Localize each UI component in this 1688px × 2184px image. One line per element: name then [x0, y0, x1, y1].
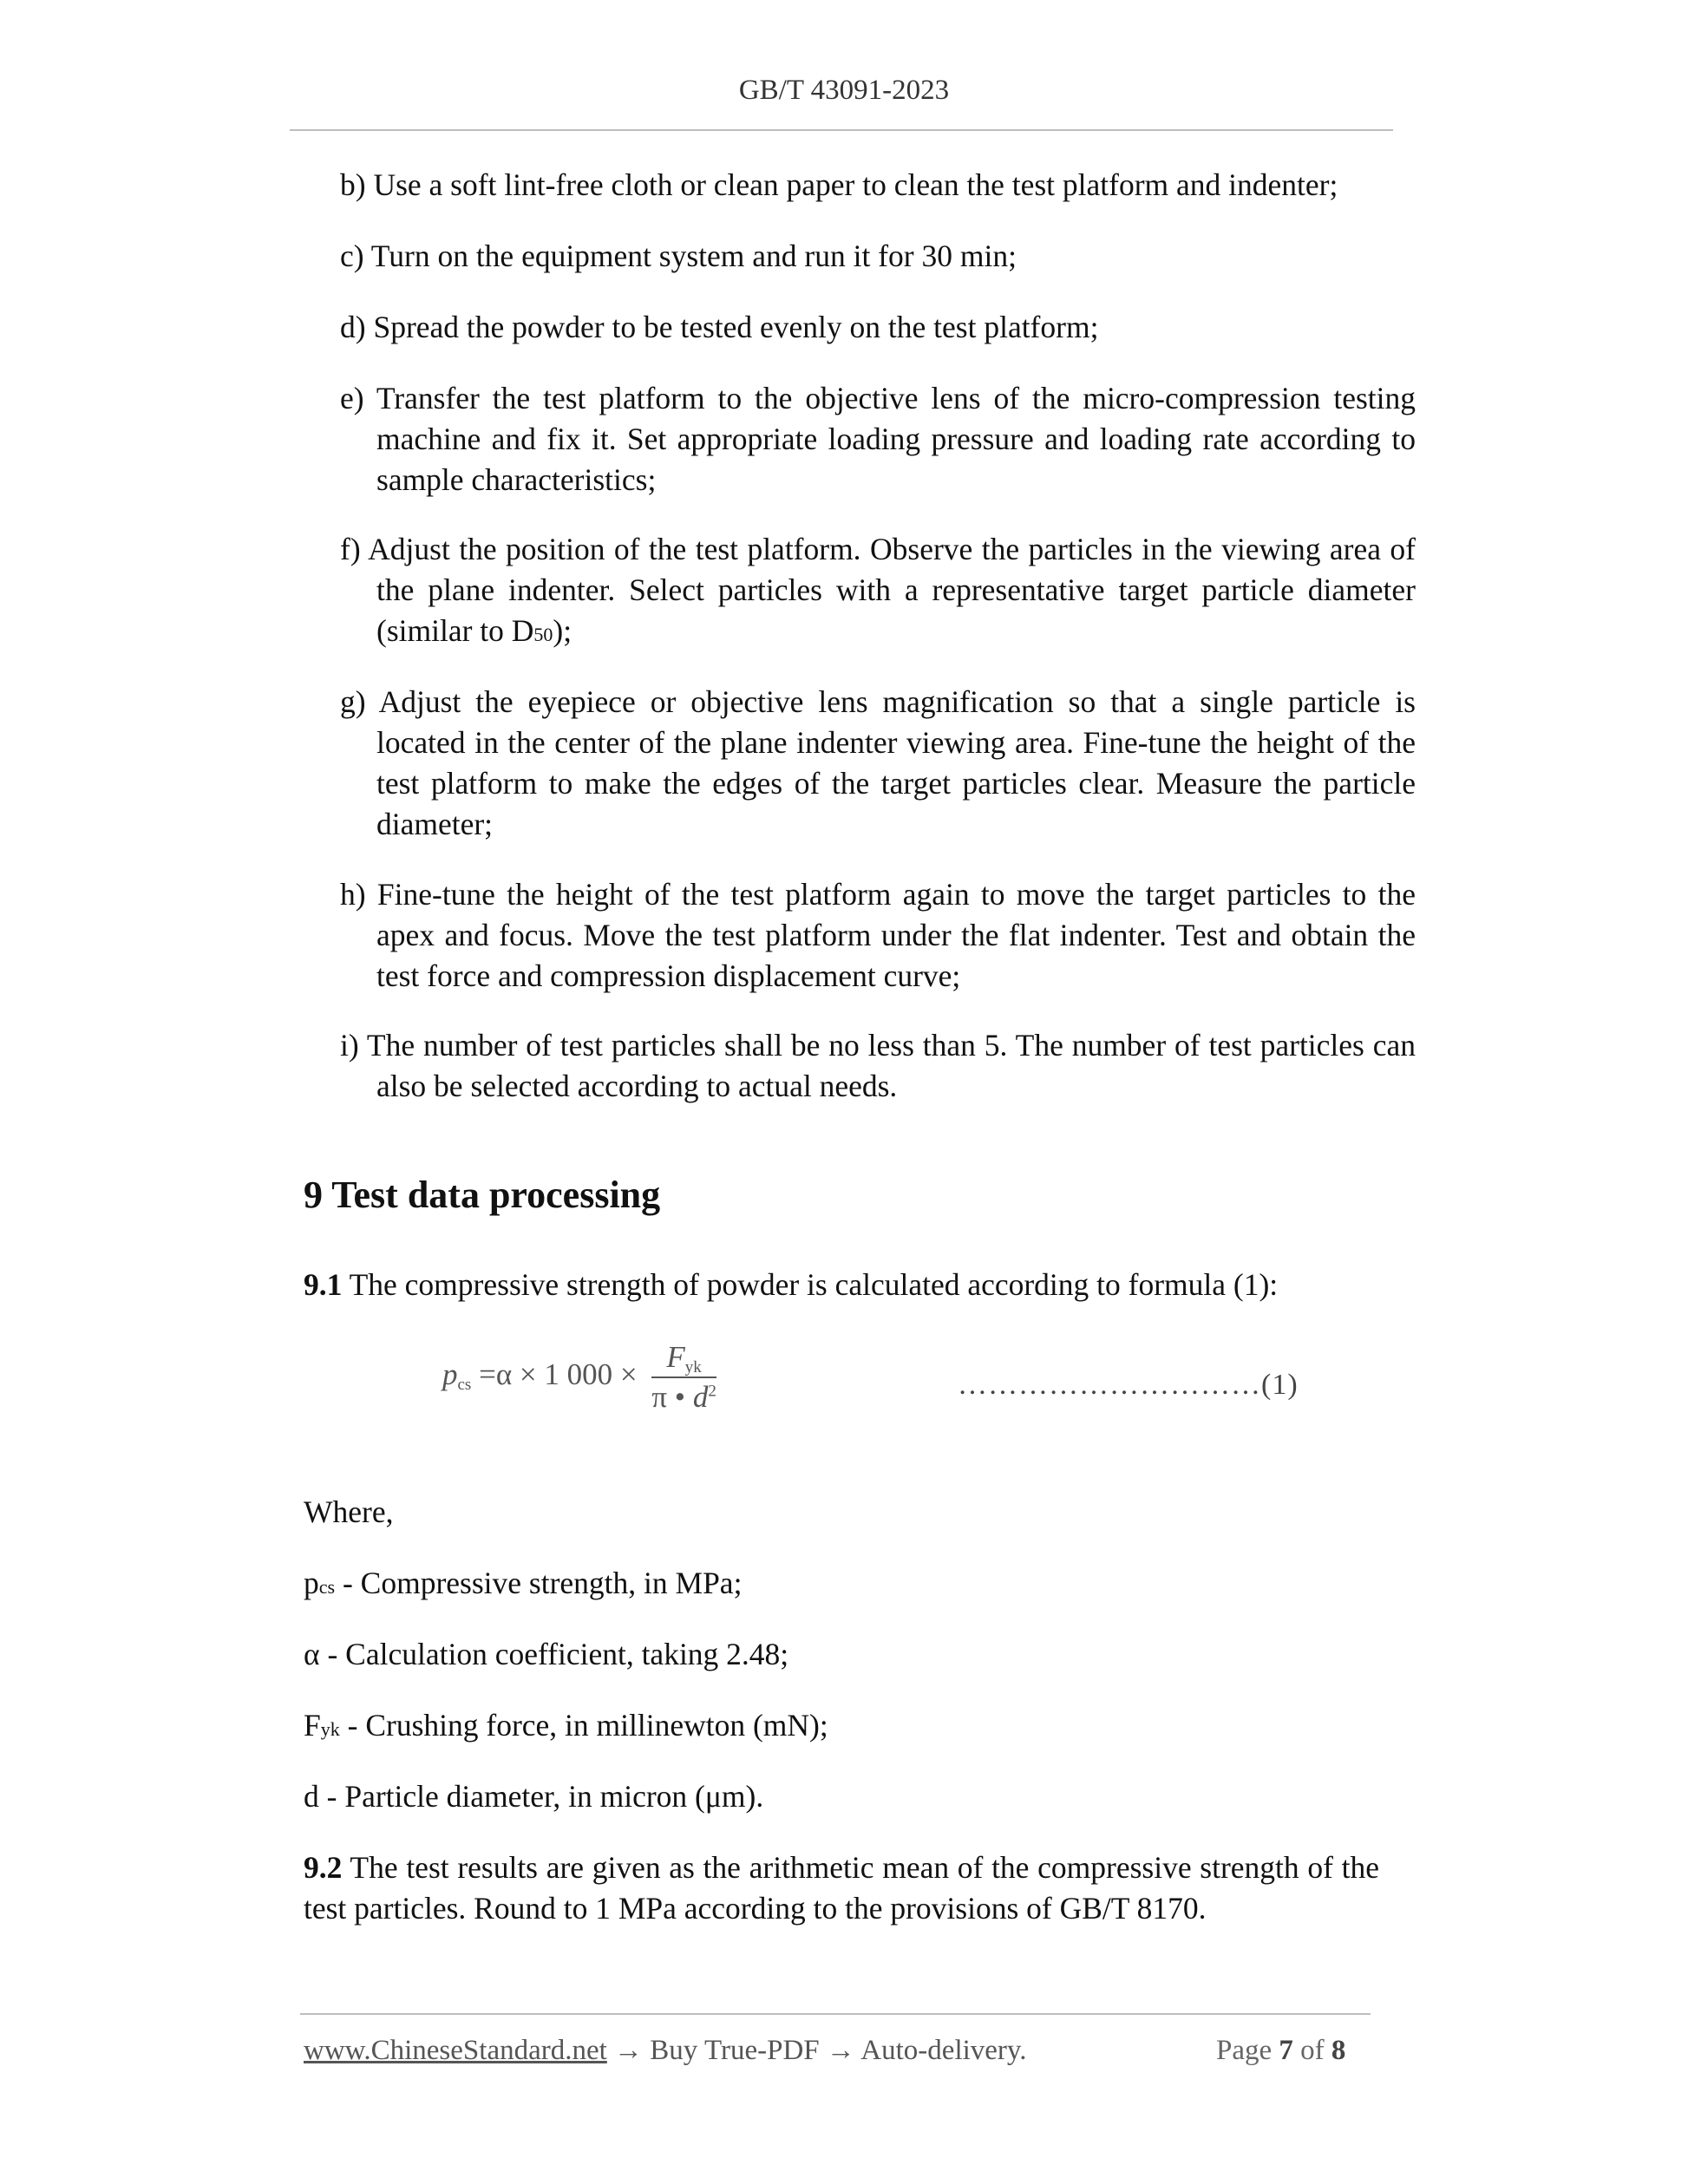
procedure-step-c: c) Turn on the equipment system and run it for 30 min;	[340, 239, 1017, 273]
where-item-d-text: - Particle diameter, in micron (μm).	[318, 1779, 764, 1814]
clause-9-1	[304, 1265, 1379, 1305]
where-intro: Where,	[304, 1494, 394, 1529]
footer-promo	[304, 2035, 1027, 2067]
procedure-step-h: h) Fine-tune the height of the test platform again to move the target particles to the apex and focus. Move the test platform under the flat indenter. Test and obtain the test force and compression displacement curve;	[340, 877, 1416, 993]
procedure-step-g: g) Adjust the eyepiece or objective lens magnification so that a single particle is located in the center of the plane indenter viewing area. Fine-tune the height of the test platform to make the edges of the target particles clear. Measure the particle diameter;	[340, 684, 1416, 841]
where-item-alpha-text: - Calculation coefficient, taking 2.48;	[319, 1637, 789, 1671]
step-f-text: f) Adjust the position of the test platform. Observe the particles in the viewing area of the plane indenter. Select particles with a representative target particle diameter (similar to D	[340, 532, 1416, 648]
formula-rhs: =α × 1 000 ×	[479, 1357, 638, 1392]
clause-9-1-number: 9.1	[304, 1267, 343, 1302]
standard-code-header: GB/T 43091-2023	[738, 75, 950, 106]
symbol-f: F	[304, 1708, 321, 1743]
page-of: of	[1292, 2035, 1331, 2066]
formula-denominator-superscript: 2	[708, 1382, 716, 1401]
procedure-step-b: b) Use a soft lint-free cloth or clean paper to clean the test platform and indenter;	[340, 167, 1338, 202]
page-current: 7	[1279, 2035, 1293, 2066]
site-link[interactable]: www.ChineseStandard.net	[304, 2035, 607, 2066]
formula-denominator-prefix: π •	[651, 1380, 693, 1414]
where-item-alpha	[304, 1634, 1379, 1675]
procedure-step-d: d) Spread the powder to be tested evenly on the test platform;	[340, 310, 1099, 344]
page-indicator	[1216, 2035, 1345, 2067]
where-item-pcs-text: - Compressive strength, in MPa;	[335, 1566, 743, 1600]
formula-numerator-var: F	[666, 1340, 685, 1374]
d50-subscript: 50	[533, 624, 553, 645]
clause-9-2-text: The test results are given as the arithmetic mean of the compressive strength of the test particles. Round to 1 MPa according to the provisions of GB/T 8170.	[304, 1850, 1379, 1926]
symbol-d: d	[304, 1779, 319, 1814]
step-f-closing: );	[553, 613, 572, 648]
clause-9-2	[304, 1847, 1379, 1929]
procedure-step-e: e) Transfer the test platform to the objective lens of the micro-compression testing machine and fix it. Set appropriate loading pressure and loading rate according to sample characteristics;	[340, 381, 1416, 497]
where-item-pcs	[304, 1563, 1379, 1607]
section-heading: 9 Test data processing	[304, 1174, 661, 1216]
where-item-fyk-text: - Crushing force, in millinewton (mN);	[339, 1708, 828, 1743]
footer-promo-text: → Buy True-PDF → Auto-delivery.	[606, 2035, 1027, 2066]
page-total: 8	[1331, 2035, 1346, 2066]
symbol-f-subscript: yk	[320, 1718, 340, 1740]
footer-divider	[300, 2013, 1371, 2015]
formula-lhs-subscript: cs	[457, 1376, 472, 1395]
procedure-step-i: i) The number of test particles shall be no less than 5. The number of test particles can also be selected according to actual needs.	[340, 1028, 1416, 1103]
header-divider	[290, 129, 1393, 131]
clause-9-2-number: 9.2	[304, 1850, 343, 1885]
formula-number: …………………………(1)	[958, 1369, 1299, 1401]
clause-9-1-text: The compressive strength of powder is calculated according to formula (1):	[342, 1267, 1279, 1302]
formula-fraction	[651, 1340, 716, 1415]
formula-lhs: p	[442, 1357, 458, 1392]
formula-numerator-subscript: yk	[684, 1358, 702, 1376]
procedure-step-f	[340, 529, 1416, 655]
symbol-alpha: α	[304, 1637, 320, 1671]
where-item-fyk	[304, 1705, 1379, 1749]
formula-denominator	[651, 1378, 716, 1415]
formula-denominator-var: d	[692, 1380, 709, 1414]
where-item-d	[304, 1776, 1379, 1817]
symbol-p-subscript: cs	[318, 1576, 336, 1598]
symbol-p: p	[304, 1566, 319, 1600]
formula-numerator	[651, 1340, 716, 1378]
compressive-strength-formula	[442, 1340, 716, 1415]
page-label: Page	[1216, 2035, 1279, 2066]
